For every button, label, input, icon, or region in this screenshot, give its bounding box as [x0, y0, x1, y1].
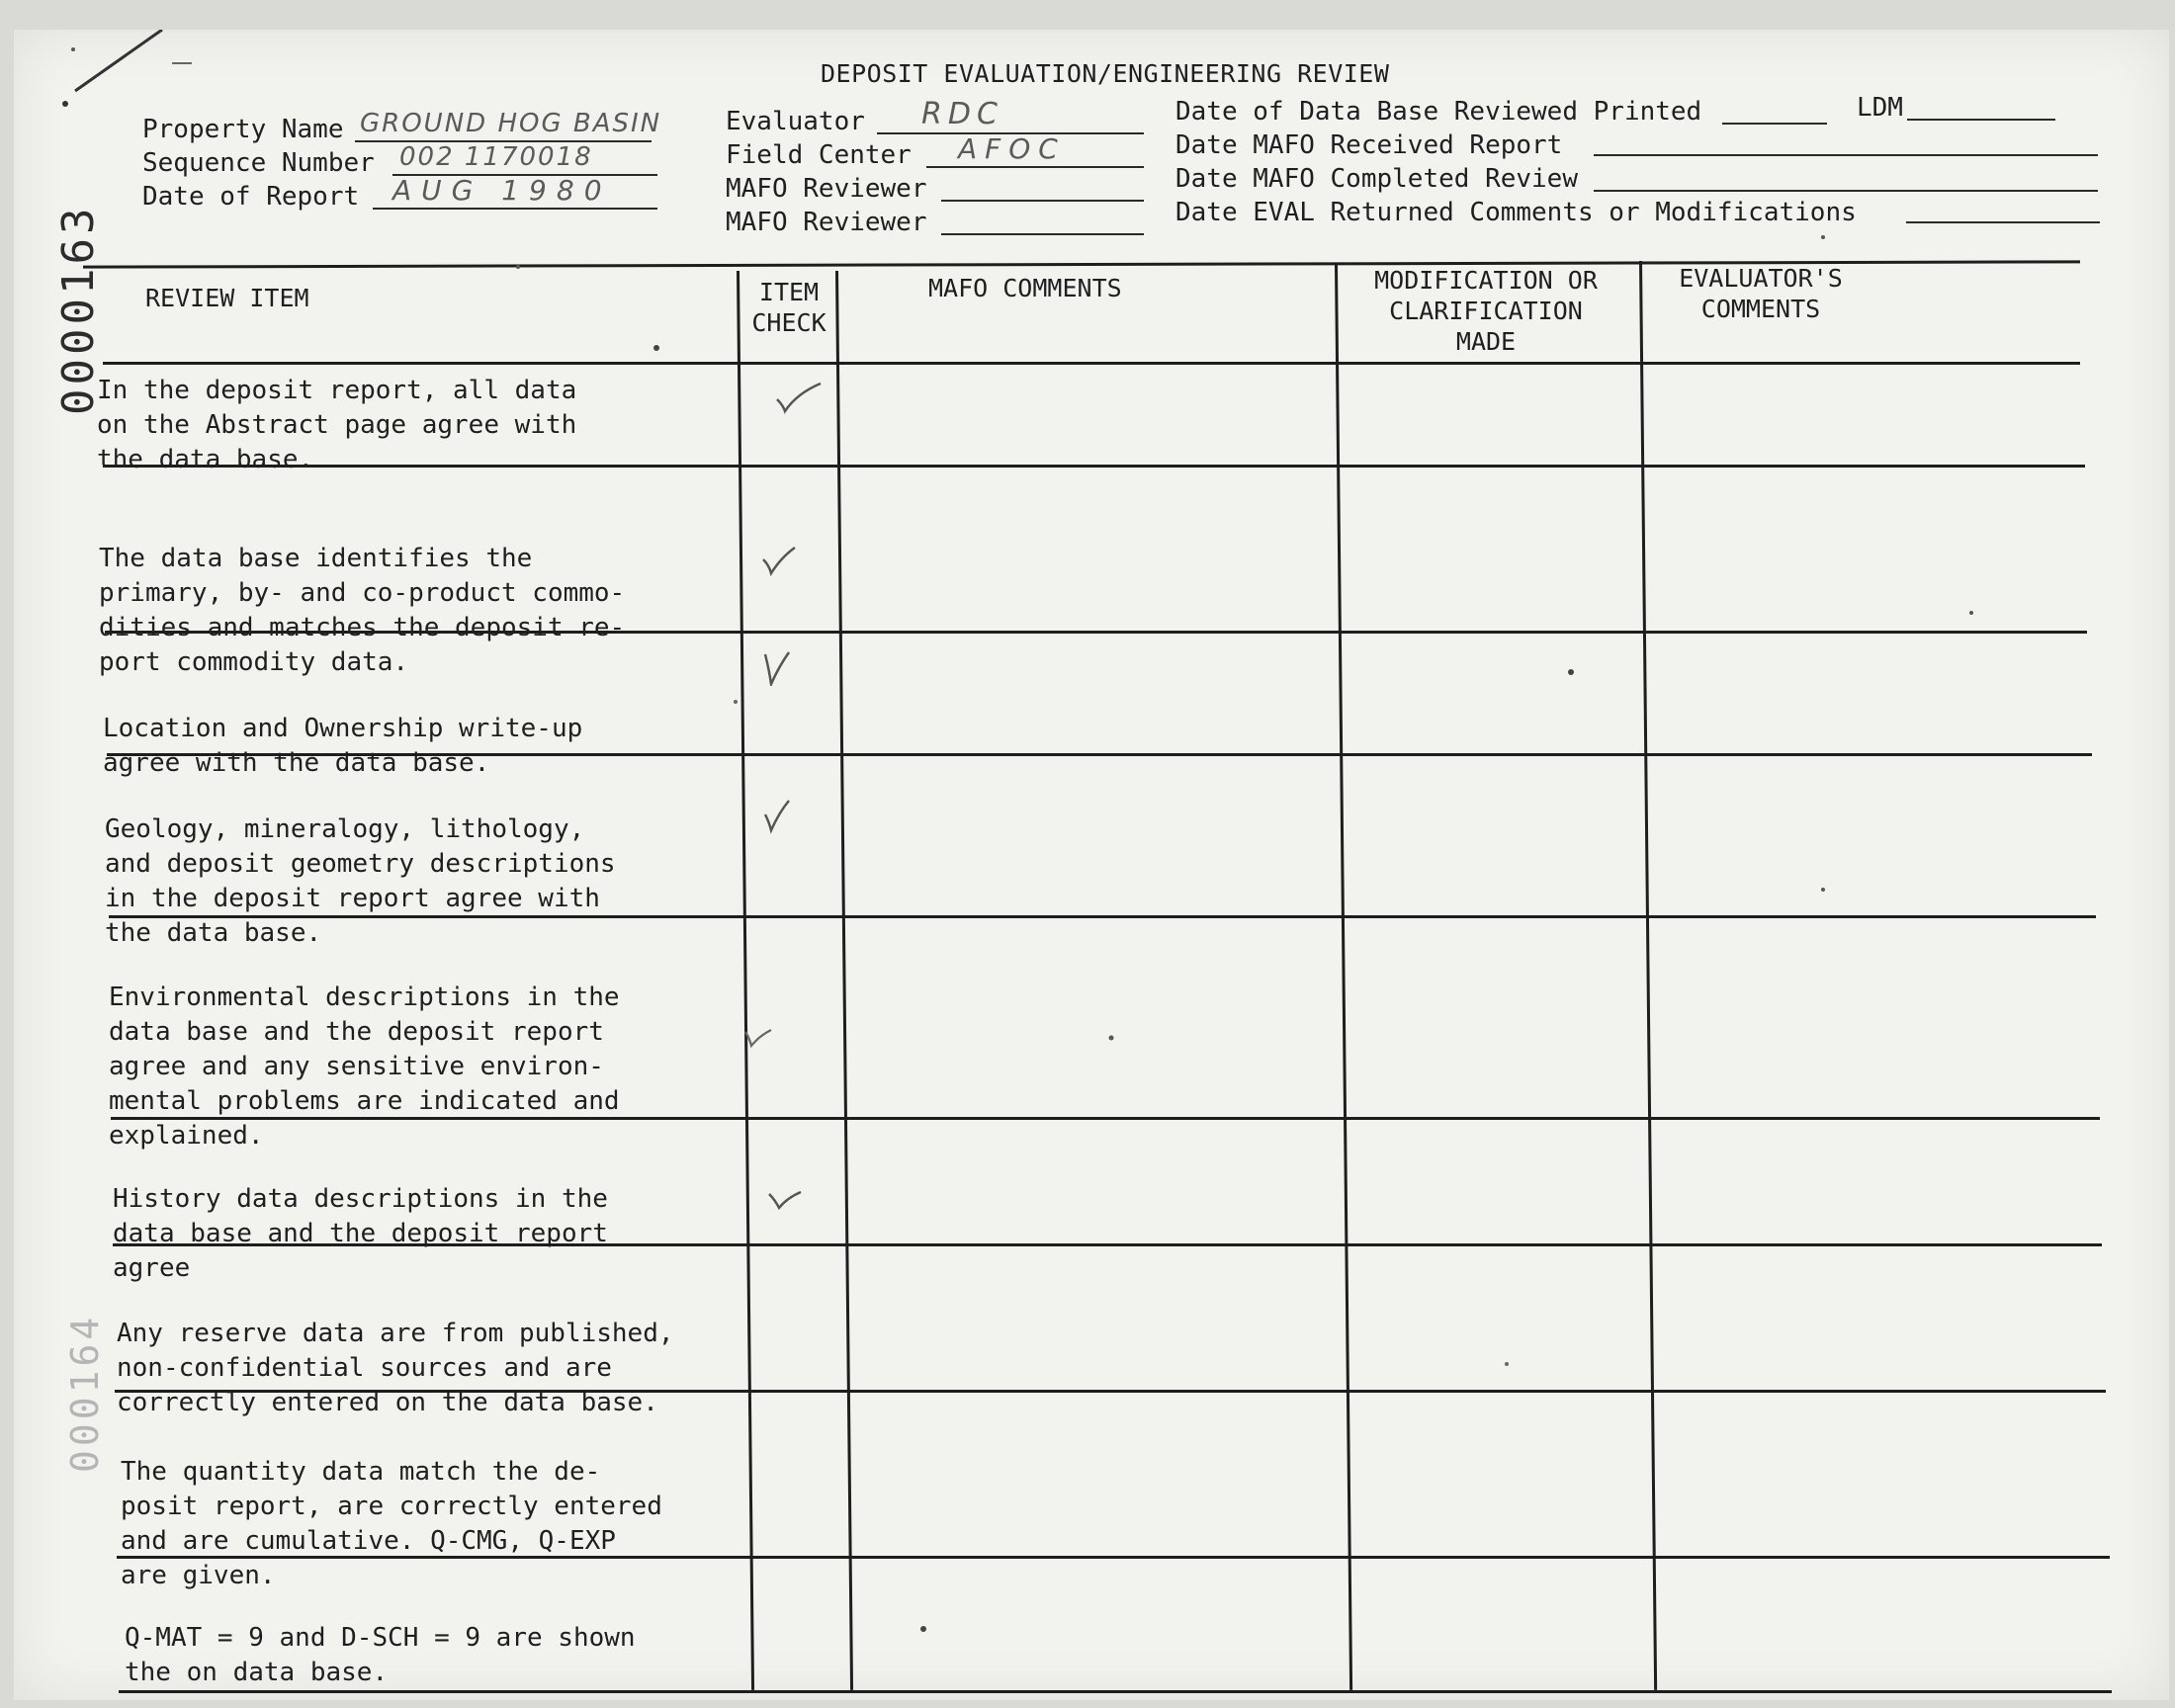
table-bottom-border	[119, 1690, 2112, 1693]
field-center-label: Field Center	[726, 140, 912, 170]
ldm-label: LDM	[1857, 93, 1903, 123]
review-item-text: the on data base.	[125, 1658, 389, 1687]
review-item-text: explained.	[109, 1121, 264, 1151]
review-item-row-7	[117, 1317, 674, 1420]
date-eval-returned-line	[1906, 221, 2100, 223]
col-divider-mod-right	[1639, 261, 1657, 1690]
review-item-text: port commodity data.	[99, 647, 409, 677]
review-item-text: agree and any sensitive environ-	[109, 1052, 604, 1081]
review-item-text: Any reserve data are from published,	[117, 1319, 674, 1348]
side-stamp-number-faint: 000164	[63, 1313, 107, 1473]
review-item-text: History data descriptions in the	[113, 1184, 608, 1214]
review-item-text: Geology, mineralogy, lithology,	[105, 814, 585, 844]
review-item-text: The quantity data match the de-	[121, 1457, 601, 1487]
side-stamp-number: 0000163	[53, 204, 104, 415]
review-item-row-8	[121, 1455, 662, 1593]
col-header-evaluator-line2: COMMENTS	[1700, 295, 1821, 323]
check-mark-icon	[759, 799, 807, 834]
date-mafo-received-line	[1594, 154, 2098, 156]
review-item-text: primary, by- and co-product commo-	[99, 578, 626, 608]
review-item-row-3	[103, 712, 582, 781]
date-db-reviewed-label: Date of Data Base Reviewed Printed	[1175, 97, 1702, 127]
date-of-report-value: AUG 1980	[392, 174, 612, 207]
col-header-item-check	[741, 277, 836, 338]
col-header-modification	[1335, 265, 1637, 357]
col-header-item-check-line1: ITEM	[758, 278, 820, 306]
ldm-line	[1907, 119, 2055, 121]
review-item-text: the data base.	[97, 445, 314, 474]
review-item-text: Q-MAT = 9 and D-SCH = 9 are shown	[125, 1623, 636, 1653]
date-mafo-completed-line	[1594, 190, 2098, 192]
review-item-text: the data base.	[105, 918, 322, 948]
review-item-text: agree	[113, 1253, 191, 1283]
header-divider	[103, 362, 2080, 365]
review-item-text: correctly entered on the data base.	[117, 1388, 658, 1417]
evaluator-label: Evaluator	[726, 107, 865, 136]
review-item-text: and deposit geometry descriptions	[105, 849, 616, 879]
review-item-row-1	[97, 374, 576, 477]
sequence-number-label: Sequence Number	[142, 148, 375, 178]
review-item-text: mental problems are indicated and	[109, 1086, 620, 1116]
evaluator-value: RDC	[921, 97, 1003, 131]
check-mark-icon	[775, 382, 823, 417]
review-item-row-2	[99, 542, 625, 680]
pen-mark-icon	[53, 30, 192, 128]
col-divider-check-right	[835, 271, 853, 1690]
review-item-text: The data base identifies the	[99, 544, 533, 573]
mafo-reviewer-line-1	[941, 200, 1144, 202]
review-item-text: on the Abstract page agree with	[97, 410, 577, 440]
date-of-report-label: Date of Report	[142, 182, 360, 212]
date-mafo-received-label: Date MAFO Received Report	[1175, 130, 1563, 160]
check-mark-icon	[741, 1018, 789, 1054]
review-item-row-6	[113, 1182, 608, 1286]
col-header-mafo-comments: MAFO COMMENTS	[928, 274, 1122, 302]
col-header-modification-line2: CLARIFICATION	[1389, 297, 1583, 325]
review-item-text: Location and Ownership write-up	[103, 714, 583, 743]
col-divider-mafo-right	[1335, 265, 1352, 1690]
col-header-evaluator-comments	[1645, 263, 1876, 324]
review-item-text: In the deposit report, all data	[97, 376, 577, 405]
review-item-text: are given.	[121, 1561, 276, 1590]
review-item-text: posit report, are correctly entered	[121, 1492, 662, 1521]
property-name-label: Property Name	[142, 115, 344, 144]
review-item-text: data base and the deposit report	[109, 1017, 604, 1047]
document-page	[14, 30, 2169, 1700]
review-item-text: agree with the data base.	[103, 748, 490, 778]
col-header-modification-line1: MODIFICATION OR	[1374, 266, 1598, 295]
property-name-value: GROUND HOG BASIN	[360, 109, 662, 138]
review-item-text: in the deposit report agree with	[105, 884, 600, 913]
review-item-row-9	[125, 1621, 636, 1690]
review-item-text: data base and the deposit report	[113, 1219, 608, 1248]
sequence-number-value: 002 1170018	[399, 142, 593, 172]
review-item-text: dities and matches the deposit re-	[99, 613, 626, 642]
mafo-reviewer-line-2	[941, 233, 1144, 235]
field-center-value: AFOC	[958, 132, 1066, 165]
date-of-report-line	[373, 208, 657, 210]
col-divider-check-left	[737, 271, 754, 1690]
review-item-text: non-confidential sources and are	[117, 1353, 612, 1383]
check-mark-icon	[759, 650, 807, 686]
check-mark-icon	[765, 1184, 813, 1220]
check-mark-icon	[759, 544, 807, 579]
col-header-review-item: REVIEW ITEM	[145, 284, 309, 312]
col-header-modification-line3: MADE	[1455, 327, 1517, 356]
mafo-reviewer-label-2: MAFO Reviewer	[726, 208, 927, 237]
review-item-row-4	[105, 812, 616, 951]
review-item-text: and are cumulative. Q-CMG, Q-EXP	[121, 1526, 616, 1556]
document-title: DEPOSIT EVALUATION/ENGINEERING REVIEW	[821, 59, 1390, 88]
col-header-evaluator-line1: EVALUATOR'S	[1679, 264, 1843, 293]
date-mafo-completed-label: Date MAFO Completed Review	[1175, 164, 1578, 194]
review-item-text: Environmental descriptions in the	[109, 982, 620, 1012]
mafo-reviewer-label-1: MAFO Reviewer	[726, 174, 927, 204]
date-eval-returned-label: Date EVAL Returned Comments or Modifications	[1175, 198, 1857, 227]
date-db-reviewed-line	[1722, 123, 1827, 125]
review-item-row-5	[109, 981, 620, 1153]
field-center-line	[926, 166, 1144, 168]
col-header-item-check-line2: CHECK	[751, 308, 826, 337]
